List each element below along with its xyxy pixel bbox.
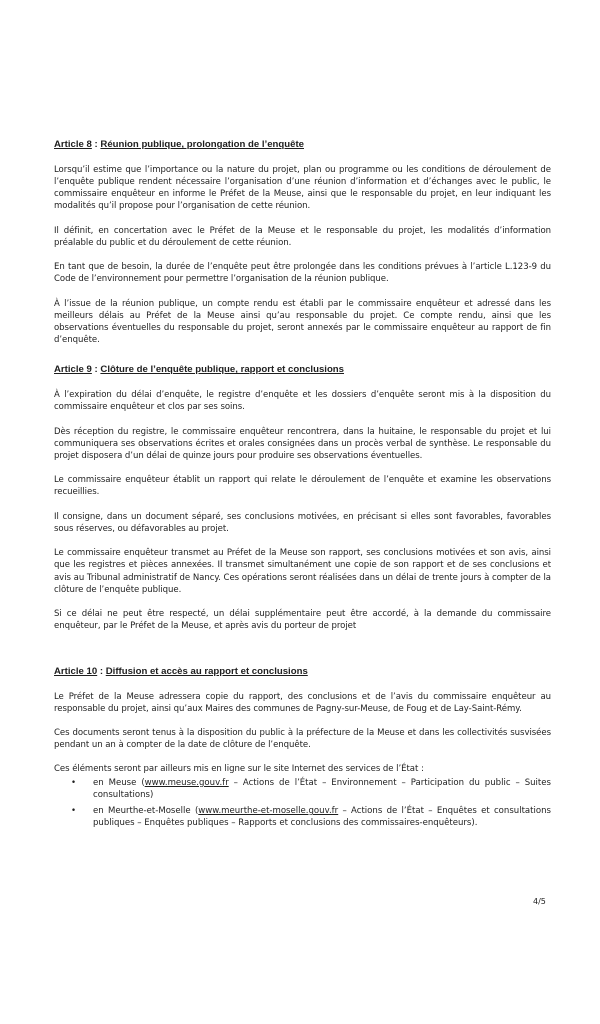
article-10-heading	[54, 666, 551, 678]
article-number: Article 8	[54, 139, 92, 150]
heading-separator: :	[91, 139, 101, 150]
paragraph: Il consigne, dans un document séparé, ses conclusions motivées, en précisant si elles sont favorables, favorables sous réserves, ou défavorables au projet.	[54, 511, 551, 534]
website-list	[54, 777, 551, 829]
article-number: Article 10	[54, 665, 98, 677]
bullet-icon: •	[71, 777, 77, 788]
list-item-suffix: – Actions de l’État – Enquêtes et consultations publiques – Enquêtes publiques – Rapports et conclusions des commissaires-enquêteurs).	[93, 806, 551, 829]
heading-separator: :	[91, 364, 101, 376]
list-item-suffix: – Actions de l’État – Environnement – Participation du public – Suites consultations)	[93, 777, 551, 800]
article-8	[54, 139, 551, 346]
article-number: Article 9	[54, 364, 92, 376]
paragraph: Le commissaire enquêteur transmet au Préfet de la Meuse son rapport, ses conclusions motivées et son avis, ainsi que les registres et pièces annexées. Il transmet simultanément une copie de son rapport et de ses conclusions et avis au Tribunal administratif de Nancy. Ces opérations seront réalisées dans un délai de trente jours à compter de la clôture de l’enquête publique.	[54, 548, 551, 595]
paragraph: Lorsqu’il estime que l’importance ou la nature du projet, plan ou programme ou les conditions de déroulement de l’enquête publique rendent nécessaire l’organisation d’une réunion d’information et d’échanges avec le public, le commissaire enquêteur en informe le Préfet de la Meuse, ainsi que le responsable du projet, en leur indiquant les modalités qu’il propose pour l’organisation de cette réunion.	[54, 165, 551, 212]
paragraph: À l’issue de la réunion publique, un compte rendu est établi par le commissaire enquêteur et adressé dans les meilleurs délais au Préfet de la Meuse ainsi qu’au responsable du projet. Ce compte rendu, ainsi que les observations éventuelles du responsable du projet, seront annexés par le commissaire enquêteur au rapport de fin d’enquête.	[54, 298, 551, 345]
article-10	[54, 666, 551, 830]
paragraph: Il définit, en concertation avec le Préfet de la Meuse et le responsable du projet, les modalités d’information préalable du public et du déroulement de cette réunion.	[54, 225, 551, 248]
page-number: 4/5	[533, 897, 546, 906]
article-9-heading	[54, 364, 551, 376]
list-item-meuse	[71, 777, 551, 801]
paragraph: À l’expiration du délai d’enquête, le registre d’enquête et les dossiers d’enquête seront mis à la disposition du commissaire enquêteur et clos par ses soins.	[54, 390, 551, 413]
bullet-icon: •	[71, 806, 77, 817]
article-9	[54, 364, 551, 632]
paragraph: Le commissaire enquêteur établit un rapport qui relate le déroulement de l’enquête et examine les observations recueillies.	[54, 475, 551, 498]
list-item-prefix: en Meuse (	[93, 777, 145, 788]
list-item-prefix: en Meurthe-et-Moselle (	[93, 806, 199, 817]
document-page	[54, 139, 551, 833]
section-spacer	[54, 645, 551, 666]
meurthe-et-moselle-website-link[interactable]: www.meurthe-et-moselle.gouv.fr	[198, 806, 339, 817]
article-title: Diffusion et accès au rapport et conclusions	[105, 665, 308, 677]
paragraph: Dès réception du registre, le commissaire enquêteur rencontrera, dans la huitaine, le responsable du projet et lui communiquera ses observations écrites et orales consignées dans un procès verbal de synthèse. Le responsable du projet disposera d’un délai de quinze jours pour produire ses observations éventuelles.	[54, 426, 551, 461]
paragraph: Le Préfet de la Meuse adressera copie du rapport, des conclusions et de l’avis du commissaire enquêteur au responsable du projet, ainsi qu’aux Maires des communes de Pagny-sur-Meuse, de Foug et de Lay-Saint-Rémy.	[54, 691, 551, 714]
paragraph: Ces documents seront tenus à la disposition du public à la préfecture de la Meuse et dans les collectivités susvisées pendant un an à compter de la date de clôture de l’enquête.	[54, 727, 551, 751]
heading-separator: :	[97, 665, 106, 677]
paragraph: Ces éléments seront par ailleurs mis en ligne sur le site Internet des services de l’État :	[54, 764, 424, 775]
paragraph: En tant que de besoin, la durée de l’enquête peut être prolongée dans les conditions prévues à l’article L.123-9 du Code de l’environnement pour permettre l’organisation de la réunion publique.	[54, 262, 551, 285]
article-title: Réunion publique, prolongation de l’enquête	[100, 139, 304, 150]
article-title: Clôture de l’enquête publique, rapport et conclusions	[100, 364, 345, 376]
article-8-heading	[54, 139, 551, 151]
paragraph: Si ce délai ne peut être respecté, un délai supplémentaire peut être accordé, à la demande du commissaire enquêteur, par le Préfet de la Meuse, et après avis du porteur de projet	[54, 609, 551, 632]
list-item-meurthe-et-moselle	[71, 805, 551, 829]
meuse-website-link[interactable]: www.meuse.gouv.fr	[144, 777, 229, 788]
